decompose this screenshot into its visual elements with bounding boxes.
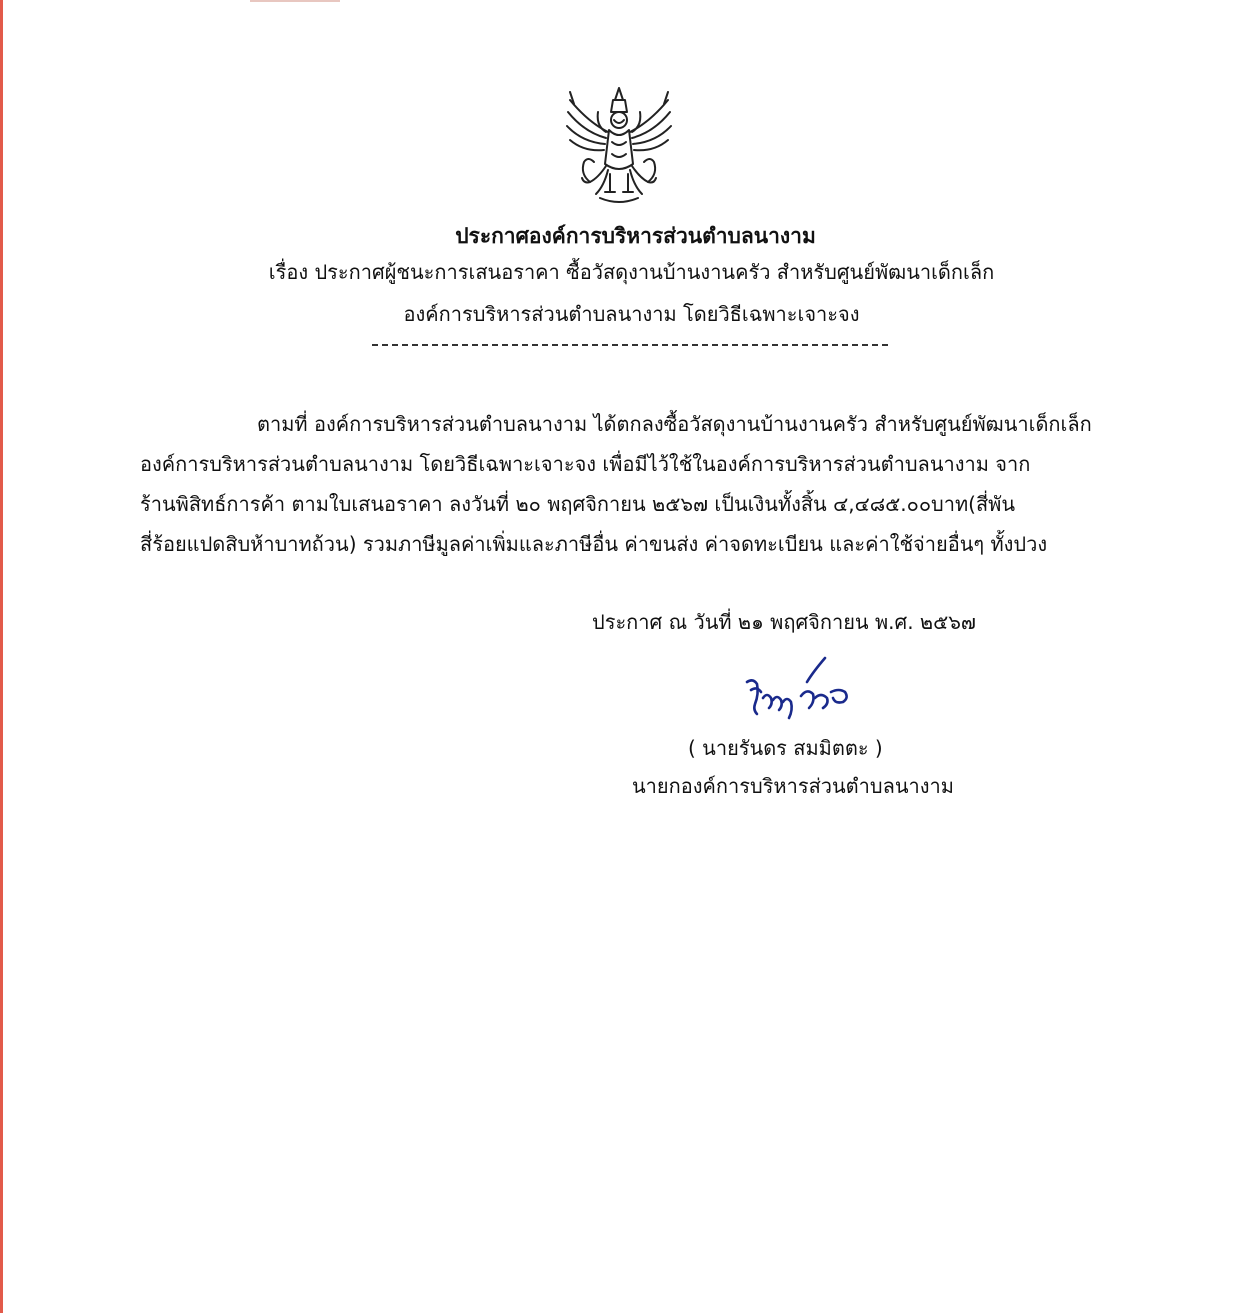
scan-edge-mark	[0, 0, 3, 1313]
announce-date: ประกาศ ณ วันที่ ๒๑ พฤศจิกายน พ.ศ. ๒๕๖๗	[592, 610, 976, 634]
signer-name: ( นายรันดร สมมิตตะ )	[688, 736, 883, 760]
title-separator	[372, 344, 888, 346]
body-line: ตามที่ องค์การบริหารส่วนตำบลนางาม ได้ตกลงซื้อวัสดุงานบ้านงานครัว สำหรับศูนย์พัฒนาเด็กเล็ก	[257, 412, 1092, 436]
body-line: สี่ร้อยแปดสิบห้าบาทถ้วน) รวมภาษีมูลค่าเพิ่มและภาษีอื่น ค่าขนส่ง ค่าจดทะเบียน และค่าใช้จ่ายอื่นๆ ทั้งปวง	[140, 532, 1048, 556]
document-title: ประกาศองค์การบริหารส่วนตำบลนางาม	[455, 224, 816, 248]
handwritten-signature-icon	[735, 652, 865, 727]
scan-top-mark	[250, 0, 340, 2]
signer-position: นายกองค์การบริหารส่วนตำบลนางาม	[632, 774, 954, 798]
body-line: องค์การบริหารส่วนตำบลนางาม โดยวิธีเฉพาะเจาะจง เพื่อมีไว้ใช้ในองค์การบริหารส่วนตำบลนางาม จาก	[140, 452, 1031, 476]
body-line: ร้านพิสิทธ์การค้า ตามใบเสนอราคา ลงวันที่ ๒๐ พฤศจิกายน ๒๕๖๗ เป็นเงินทั้งสิ้น ๔,๔๘๕.๐๐บาท(สี่พัน	[140, 492, 1016, 516]
subject-line-1: เรื่อง ประกาศผู้ชนะการเสนอราคา ซื้อวัสดุงานบ้านงานครัว สำหรับศูนย์พัฒนาเด็กเล็ก	[268, 260, 995, 284]
subject-line-2: องค์การบริหารส่วนตำบลนางาม โดยวิธีเฉพาะเจาะจง	[403, 302, 860, 326]
garuda-emblem-icon	[560, 82, 678, 207]
